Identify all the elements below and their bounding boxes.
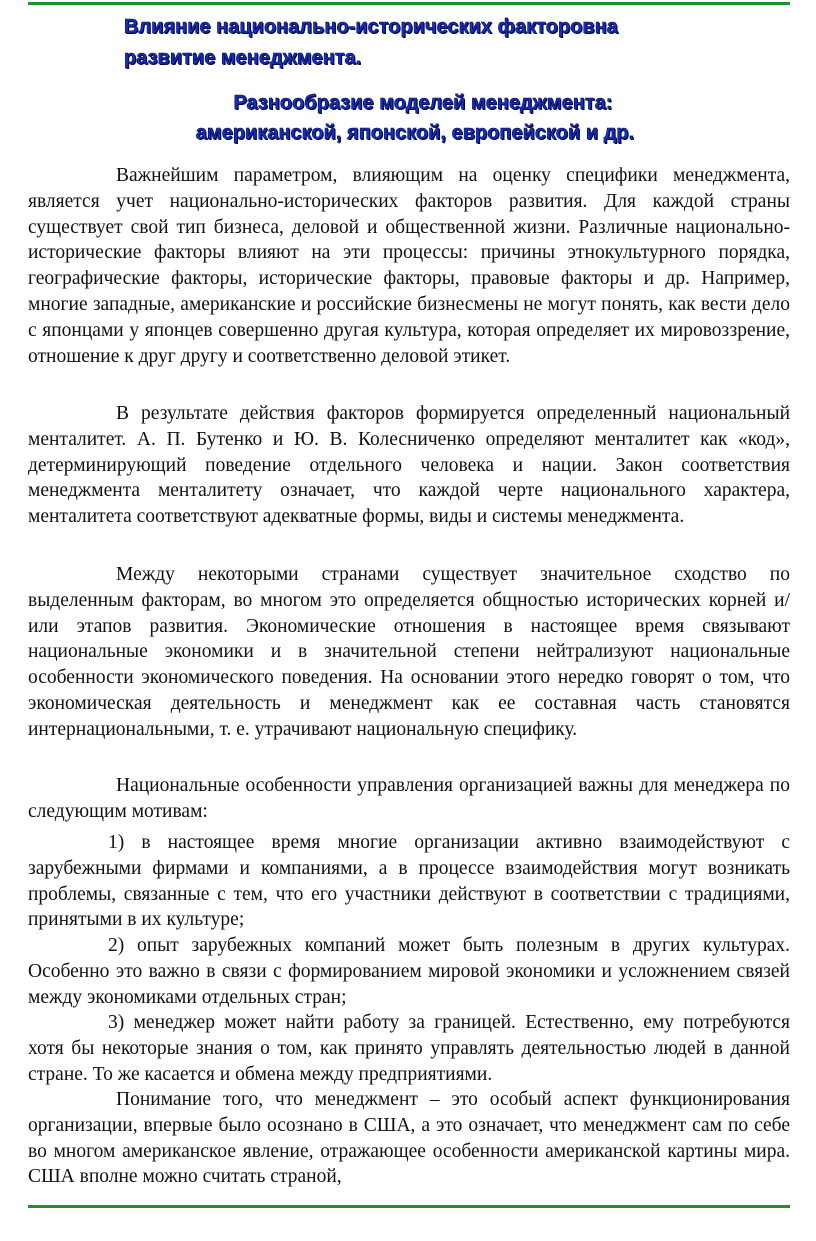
paragraph-1: Важнейшим параметром, влияющим на оценку специфики менеджмента, является учет национально-исторических факторов развития. Для каждой страны существует свой тип бизнеса, деловой и общественной жизни. Различные национально-исторические факторы влияют на эти процессы: причины этнокультурного порядка, географические факторы, исторические факторы, правовые факторы и др. Например, многие западные, американские и российские бизнесмены не могут понять, как вести дело с японцами у японцев совершенно другая культура, которая определяет их мировоззрение, отношение к друг другу и соответственно деловой этикет.	[28, 165, 790, 367]
list-block	[28, 830, 790, 933]
paragraph-5: Понимание того, что менеджмент – это особый аспект функционирования организации, впервые было осознано в США, а это означает, что менеджмент сам по себе во многом американское явление, отражающее особенности американской картины мира. США вполне можно считать страной,	[28, 1089, 790, 1188]
list-item-1: 1) в настоящее время многие организации активно взаимодействуют с зарубежными фирмами и компаниями, а в процессе взаимодействия могут возникать проблемы, связанные с тем, что его участники действуют в соответствии с традициями, принятыми в их культуре;	[28, 832, 790, 931]
page-subtitle-line-1: Разнообразие моделей менеджмента:	[233, 92, 613, 114]
paragraph-2: В результате действия факторов формируется определенный национальный менталитет. А. П. Бутенко и Ю. В. Колесниченко определяют менталитет как «код», детерминирующий поведение отдельного человека и нации. Закон соответствия менеджмента менталитету означает, что каждой черте национального характера, менталитета соответствуют адекватные формы, виды и системы менеджмента.	[28, 403, 790, 528]
document-body	[28, 163, 790, 369]
page-title-line-2: развитие менеджмента.	[124, 47, 362, 69]
document-body-3	[28, 562, 790, 743]
bottom-rule	[28, 1205, 790, 1208]
list-block-3	[28, 1010, 790, 1087]
page-title-line-1: Влияние национально-исторических факторовна	[124, 16, 618, 38]
document-body-2	[28, 401, 790, 530]
page-subtitle-line-2: американской, японской, европейской и др.	[195, 122, 635, 144]
list-item-2: 2) опыт зарубежных компаний может быть полезным в других культурах. Особенно это важно в связи с формированием мировой экономики и усложнением связей между экономиками отдельных стран;	[28, 935, 790, 1008]
closing-block	[28, 1087, 790, 1190]
list-block-2	[28, 933, 790, 1010]
document-body-4	[28, 773, 790, 825]
top-rule	[28, 2, 790, 5]
list-item-3: 3) менеджер может найти работу за границей. Естественно, ему потребуются хотя бы некоторые знания о том, как принято управлять деятельностью людей в данной стране. То же касается и обмена между предприятиями.	[28, 1012, 790, 1085]
paragraph-3: Между некоторыми странами существует значительное сходство по выделенным факторам, во многом это определяется общностью исторических корней и/или этапов развития. Экономические отношения в настоящее время связывают национальные экономики и в значительной степени нейтрализуют национальные особенности экономического поведения. На основании этого нередко говорят о том, что экономическая деятельность и менеджмент как ее составная часть становятся интернациональными, т. е. утрачивают национальную специфику.	[28, 564, 790, 740]
paragraph-4: Национальные особенности управления организацией важны для менеджера по следующим мотивам:	[28, 775, 790, 822]
